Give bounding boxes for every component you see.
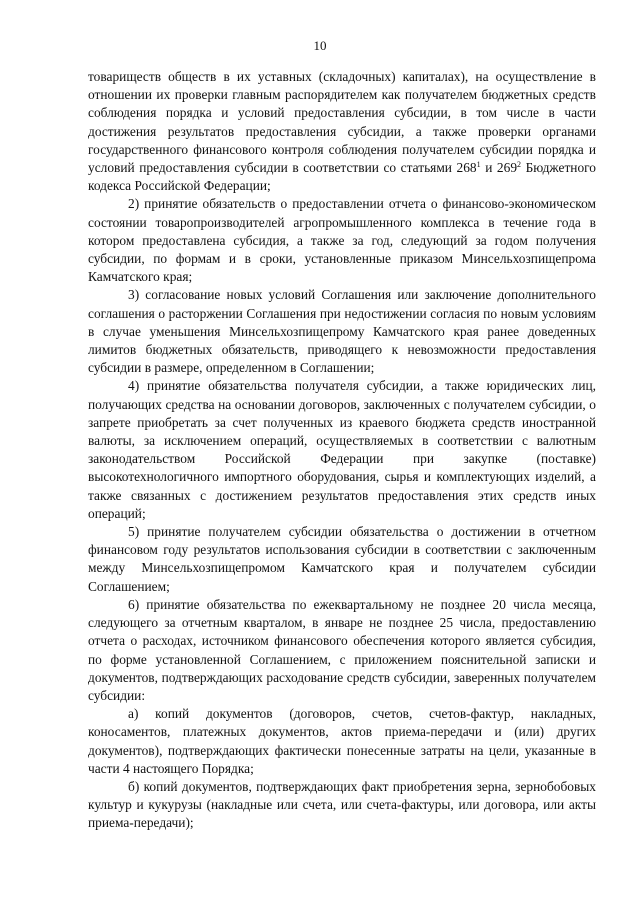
list-item-2: 2) принятие обязательств о предоставлении отчета о финансово-экономическом состоянии товаропроизводителей агропромышленного комплекса в течение года в котором предоставлена субсидия, а также за год, следующий за годом получения субсидии, по формам и в сроки, установленные приказом Минсельхозпищепрома Камчатского края; <box>88 196 596 285</box>
list-item-5: 5) принятие получателем субсидии обязательства о достижении в отчетном финансовом году результатов использования субсидии в соответствии с заключенным между Минсельхозпищепромом Камчатского края и получателем субсидии Соглашением; <box>88 524 596 594</box>
page-number: 10 <box>313 38 327 53</box>
list-item-4: 4) принятие обязательства получателя субсидии, а также юридических лиц, получающих средства на основании договоров, заключенных с получателем субсидии, о запрете приобретать за счет полученных из краевого бюджета средств иностранной валюты, за исключением операций, осуществляемых в соответствии с валютным законодательством Российской Федерации при закупке (поставке) высокотехнологичного импортного оборудования, сырья и комплектующих изделий, а также связанных с достижением результатов предоставления этих средств иных операций; <box>88 378 596 521</box>
list-item-3: 3) согласование новых условий Соглашения или заключение дополнительного соглашения о расторжении Соглашения при недостижении согласия по новым условиям в случае уменьшения Минсельхозпищепрому Камчатского края ранее доведенных лимитов бюджетных обязательств, приводящего к невозможности предоставления субсидии в размере, определенном в Соглашении; <box>88 287 596 376</box>
list-item-6: 6) принятие обязательства по ежеквартальному не позднее 20 числа месяца, следующего за отчетным кварталом, в январе не позднее 25 числа, предоставлению отчета о расходах, источником финансового обеспечения которого является субсидия, по форме установленной Соглашением, с приложением пояснительной записки и документов, подтверждающих расходование средств субсидии, заверенных получателем субсидии: <box>88 596 596 703</box>
paragraph-text: Бюджетного кодекса Российской Федерации; <box>88 160 597 194</box>
paragraph-continuation <box>88 68 596 195</box>
superscript: 2 <box>517 160 522 170</box>
superscript: 1 <box>476 160 481 170</box>
sub-item-a: а) копий документов (договоров, счетов, счетов-фактур, накладных, коносаментов, платежных документов, актов приема-передачи и (или) других документов), подтверждающих фактически понесенные затраты на цели, указанные в части 4 настоящего Порядка; <box>88 706 596 776</box>
paragraph-text: товариществ обществ в их уставных (складочных) капиталах), на осуществление в отношении их проверки главным распорядителем как получателем бюджетных средств соблюдения порядка и условий предоставления субсидии, в том числе в части достижения результатов предоставления субсидии, а также проверки органами государственного финансового контроля соблюдения получателем субсидии порядка и условий предоставления субсидии в соответствии со статьями 268 <box>88 69 596 176</box>
paragraph-text: и 269 <box>480 160 518 176</box>
sub-item-b: б) копий документов, подтверждающих факт приобретения зерна, зернобобовых культур и кукурузы (накладные или счета, или счета-фактуры, или договора, или акты приема-передачи); <box>88 778 596 831</box>
document-body <box>88 68 596 833</box>
